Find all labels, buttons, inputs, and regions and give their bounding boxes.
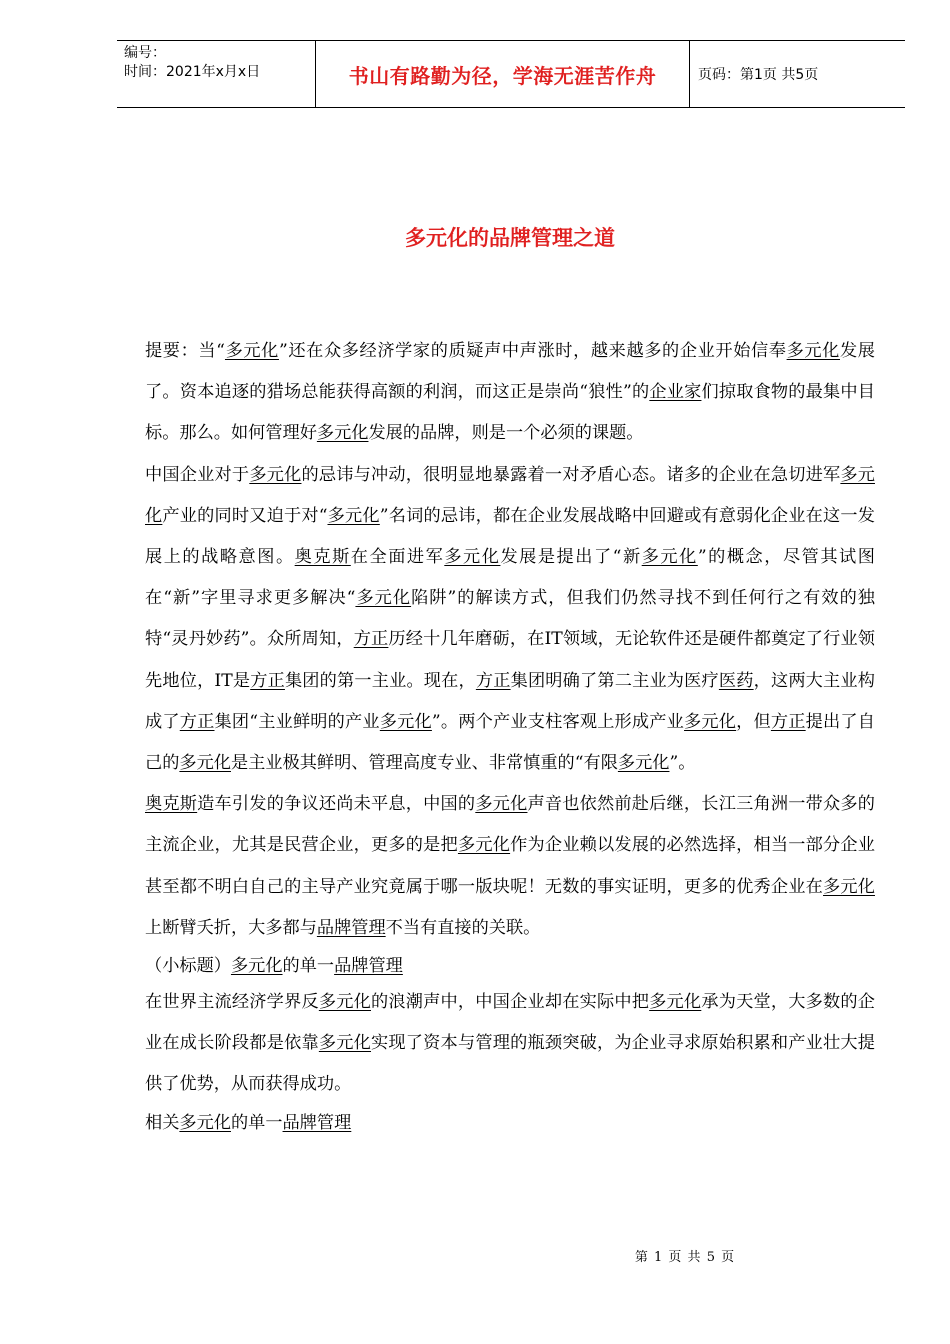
keyword-link[interactable]: 品牌管理 (316, 917, 386, 938)
text-run: 的单一 (230, 1112, 283, 1133)
text-run: 在全面进军 (350, 547, 445, 568)
body-paragraph (145, 455, 875, 785)
keyword-link[interactable]: 多元化 (617, 753, 670, 774)
keyword-link[interactable]: 方正 (475, 670, 511, 691)
text-run: 上断臂夭折，大多都与 (145, 917, 317, 938)
keyword-link[interactable]: 多元化 (327, 505, 380, 526)
keyword-link[interactable]: 多元化 (641, 547, 698, 568)
text-run: ”。 (669, 753, 696, 774)
text-run: 实现了资本与管理的瓶颈突破，为企业寻求原始积累和产业壮大提供了优势，从而获得成功。 (145, 1033, 875, 1095)
text-run: 集团“主业鲜明的产业 (214, 711, 380, 732)
text-run: ”名词的忌讳，都在企业发展战略中回避或有意弱化企业在这一发展上的战略意图。 (145, 505, 875, 568)
text-run: 陷阱”的解读方式，但我们仍然寻找不到任何行之有效的独特“灵丹妙药”。众所周知， (145, 588, 875, 650)
text-run: 发展的品牌，则是一个必须的课题。 (368, 423, 644, 444)
keyword-link[interactable]: 多元化 (684, 711, 737, 732)
text-run: ，但 (736, 711, 771, 732)
keyword-link[interactable]: 多元化 (457, 835, 511, 856)
keyword-link[interactable]: 方正 (770, 711, 806, 732)
keyword-link[interactable]: 多元化 (179, 1112, 231, 1133)
text-run: 作为企业赖以发展的必然选择，相当一部分企业甚至都不明白自己的主导产业究竟属于哪一版块呢！无数的事实证明，更多的优秀企业在 (145, 835, 875, 897)
keyword-link[interactable]: 多元化 (475, 794, 528, 815)
keyword-link[interactable]: 多元化 (230, 956, 283, 977)
keyword-link[interactable]: 企业家 (649, 382, 702, 403)
keyword-link[interactable]: 奥克斯 (145, 794, 198, 815)
document-body (145, 331, 875, 1139)
keyword-link[interactable]: 方正 (353, 629, 389, 650)
text-run: 提要：当“ (145, 341, 225, 361)
body-paragraph (145, 982, 875, 1106)
text-run: ”。两个产业支柱客观上形成产业 (431, 711, 685, 732)
text-run: 集团的第一主业。现在， (284, 670, 476, 691)
keyword-link[interactable]: 多元化 (179, 753, 231, 774)
body-paragraph (145, 784, 875, 949)
text-run: ”还在众多经济学家的质疑声中声涨时，越来越多的企业开始信奉 (278, 341, 787, 361)
text-run: ，这两大主业构成了 (145, 670, 875, 732)
header-page-info: 页码：第1页 共5页 (698, 67, 819, 83)
text-run: ”的概念，尽管其试图在“新”字里寻求更多解决“ (145, 547, 875, 609)
text-run: 的忌讳与冲动，很明显地暴露着一对矛盾心态。诸多的企业在急切进军 (301, 464, 841, 485)
text-run: 是主业极其鲜明、管理高度专业、非常慎重的“有限 (230, 753, 618, 774)
text-run: （小标题） (145, 956, 231, 977)
text-run: 造车引发的争议还尚未平息，中国的 (197, 794, 476, 815)
keyword-link[interactable]: 方正 (250, 670, 285, 691)
text-run: 发展是提出了“新 (500, 547, 642, 568)
text-run: 产业的同时又迫于对“ (162, 505, 328, 526)
keyword-link[interactable]: 多元化 (318, 1033, 372, 1054)
text-run: 声音也依然前赴后继，长江三角洲一带众多的主流企业，尤其是民营企业，更多的是把 (145, 794, 875, 856)
text-run: 发展了。资本追逐的猎场总能获得高额的利润，而这正是崇尚“狼性”的 (145, 341, 875, 403)
keyword-link[interactable]: 多元化 (145, 464, 875, 526)
header-table (117, 40, 905, 108)
time-label: 时间：2021年x月x日 (124, 64, 261, 80)
keyword-link[interactable]: 品牌管理 (334, 956, 403, 977)
abstract-paragraph (145, 331, 875, 455)
code-label: 编号： (124, 45, 166, 61)
keyword-link[interactable]: 医药 (718, 670, 754, 691)
text-run: 中国企业对于 (145, 464, 250, 485)
keyword-link[interactable]: 多元化 (224, 341, 279, 361)
subheading (145, 950, 875, 982)
text-run: 在世界主流经济学界反 (145, 992, 319, 1013)
text-run: 的单一 (282, 956, 335, 977)
subheading (145, 1107, 875, 1139)
text-run: 不当有直接的关联。 (385, 917, 541, 938)
header-motto: 书山有路勤为径，学海无涯苦作舟 (316, 41, 690, 107)
keyword-link[interactable]: 多元化 (249, 464, 302, 485)
keyword-link[interactable]: 多元化 (823, 876, 875, 897)
keyword-link[interactable]: 多元化 (444, 547, 501, 568)
text-run: 相关 (145, 1112, 180, 1133)
text-run: 提出了自己的 (145, 711, 875, 774)
keyword-link[interactable]: 多元化 (316, 423, 369, 444)
page-footer: 第 1 页 共 5 页 (634, 1250, 736, 1265)
text-run: 们掠取食物的最集中目标。那么。如何管理好 (145, 382, 875, 444)
header-meta-cell (117, 41, 316, 107)
text-run: 承为天堂，大多数的企业在成长阶段都是依靠 (145, 992, 875, 1054)
text-run: 集团明确了第二主业为医疗 (510, 670, 719, 691)
keyword-link[interactable]: 多元化 (649, 992, 702, 1013)
document-title: 多元化的品牌管理之道 (405, 226, 615, 250)
keyword-link[interactable]: 多元化 (786, 341, 840, 361)
keyword-link[interactable]: 方正 (179, 711, 215, 732)
keyword-link[interactable]: 品牌管理 (282, 1112, 352, 1133)
text-run: 的浪潮声中，中国企业却在实际中把 (371, 992, 650, 1013)
keyword-link[interactable]: 多元化 (379, 711, 432, 732)
keyword-link[interactable]: 多元化 (355, 588, 412, 609)
text-run: 历经十几年磨砺，在IT领域，无论软件还是硬件都奠定了行业领先地位，IT是 (145, 629, 875, 691)
keyword-link[interactable]: 多元化 (318, 992, 371, 1013)
keyword-link[interactable]: 奥克斯 (294, 547, 351, 568)
